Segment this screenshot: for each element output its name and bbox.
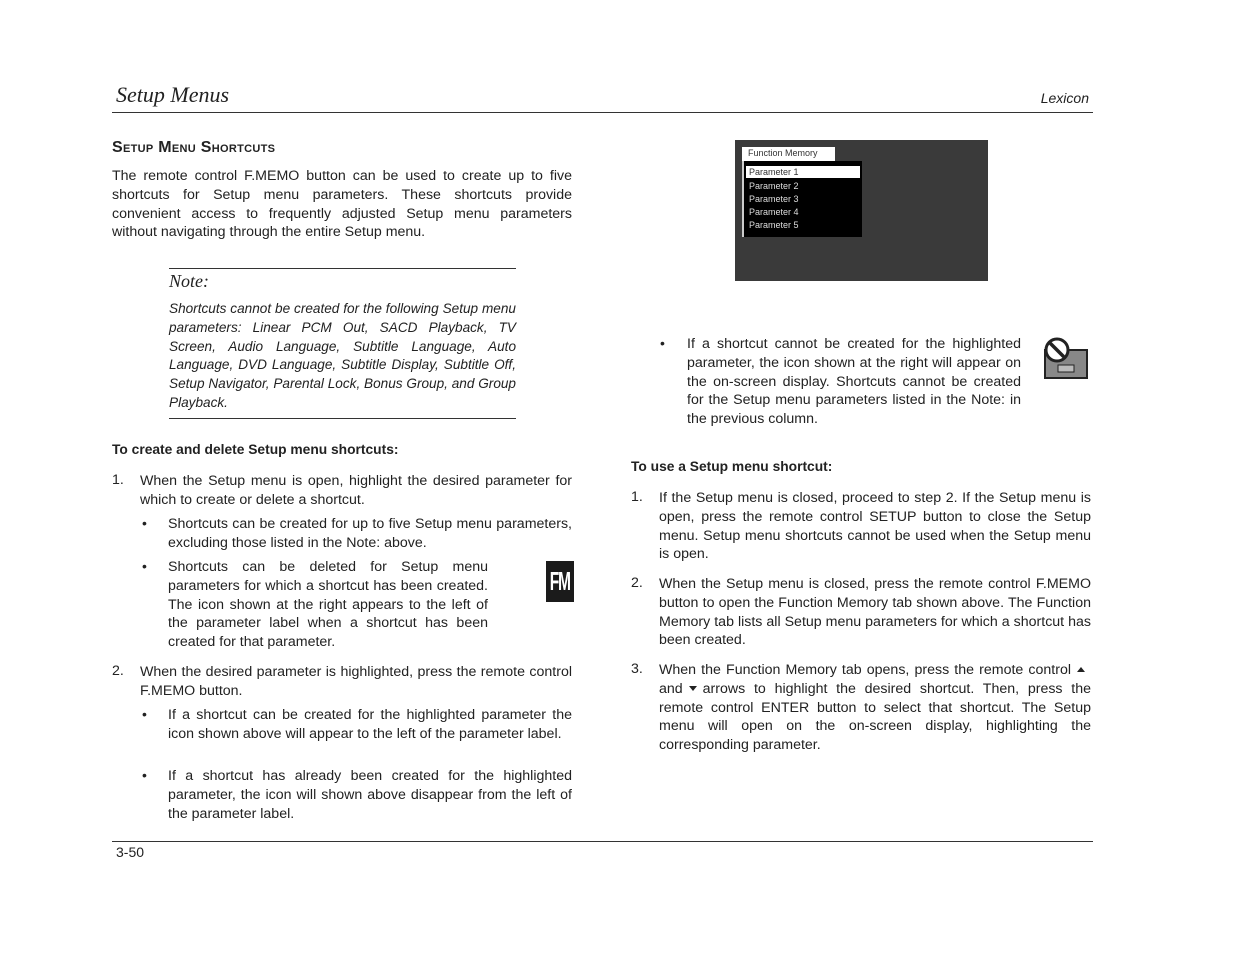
cannot-create-bullet: If a shortcut cannot be created for the highlighted parameter, the icon shown at the right will appear on the on-screen display. Shortcuts cannot be created for the Setup menu parameters listed in the Note: in the previous column. <box>687 336 1021 428</box>
page-number: 3-50 <box>116 844 145 860</box>
create-step-2: When the desired parameter is highlighted, press the remote control F.MEMO button. <box>140 664 572 699</box>
function-memory-icon <box>546 561 574 602</box>
list-item: Parameter 4 <box>749 207 799 217</box>
bullet-glyph: • <box>142 515 147 531</box>
up-arrow-icon <box>1077 667 1085 672</box>
page-header-title: Setup Menus <box>116 82 230 107</box>
down-arrow-icon <box>689 686 697 691</box>
step-number: 3. <box>631 661 643 677</box>
note-bottom-rule <box>169 418 516 419</box>
bullet-glyph: • <box>142 706 147 722</box>
header-rule <box>112 112 1093 113</box>
create-step-2-bullet-2: If a shortcut has already been created for the highlighted parameter, the icon will shown above disappear from the left of the parameter label. <box>168 768 572 822</box>
list-item: Parameter 5 <box>749 220 799 230</box>
list-item-selected: Parameter 1 <box>746 166 860 178</box>
intro-paragraph: The remote control F.MEMO button can be used to create up to five shortcuts for Setup menu parameters. These shortcuts provide convenient access to frequently adjusted Setup menu parameters without navigating through the entire Setup menu. <box>112 168 572 241</box>
section-title: Setup Menu Shortcuts <box>112 139 276 156</box>
function-memory-screen <box>735 140 988 281</box>
brand-name: Lexicon <box>1040 90 1089 106</box>
create-step-2-bullet-1: If a shortcut can be created for the highlighted parameter the icon shown above will appear to the left of the parameter label. <box>168 707 572 742</box>
create-step-1-bullet-1: Shortcuts can be created for up to five Setup menu parameters, excluding those listed in the Note: above. <box>168 516 572 551</box>
fm-icon-label: FM <box>549 566 571 596</box>
function-memory-list <box>742 161 862 237</box>
bullet-glyph: • <box>142 767 147 783</box>
use-step-2: When the Setup menu is closed, press the remote control F.MEMO button to open the Function Memory tab shown above. The Function Memory tab lists all Setup menu parameters for which a shortcut has been created. <box>659 576 1091 649</box>
use-step-3-part-1: When the Function Memory tab opens, press the remote control <box>659 662 1071 678</box>
function-memory-tab: Function Memory <box>742 147 835 161</box>
use-heading: To use a Setup menu shortcut: <box>631 459 833 474</box>
bullet-glyph: • <box>660 335 665 351</box>
use-step-3-part-2: arrows to highlight the desired shortcut. Then, press the remote control ENTER button to select that shortcut. The Setup menu will open on the on-screen display, highlighting the corresponding parameter. <box>659 680 1091 754</box>
note-top-rule <box>169 268 516 269</box>
step-number: 1. <box>112 472 124 488</box>
use-step-3 <box>659 661 1091 755</box>
bullet-glyph: • <box>142 558 147 574</box>
create-heading: To create and delete Setup menu shortcuts: <box>112 442 399 457</box>
no-shortcut-icon <box>1043 337 1089 381</box>
list-item: Parameter 2 <box>749 181 799 191</box>
create-step-1: When the Setup menu is open, highlight the desired parameter for which to create or delete a shortcut. <box>140 473 572 508</box>
note-body: Shortcuts cannot be created for the following Setup menu parameters: Linear PCM Out, SACD Playback, TV Screen, Audio Language, Subtitle Language, Auto Language, DVD Language, Subtitle Display, Subtitle Off, Setup Navigator, Parental Lock, Bonus Group, and Group Playback. <box>169 301 516 410</box>
use-step-1: If the Setup menu is closed, proceed to step 2. If the Setup menu is open, press the remote control SETUP button to close the Setup menu. Setup menu shortcuts cannot be used when the Setup menu is open. <box>659 490 1091 563</box>
list-item: Parameter 3 <box>749 194 799 204</box>
step-number: 2. <box>112 663 124 679</box>
use-step-3-and: and <box>659 680 683 697</box>
footer-rule <box>112 841 1093 842</box>
step-number: 2. <box>631 575 643 591</box>
note-title: Note: <box>169 271 209 291</box>
step-number: 1. <box>631 489 643 505</box>
create-step-1-bullet-2: Shortcuts can be deleted for Setup menu parameters for which a shortcut has been created. The icon shown at the right appears to the left of the parameter label when a shortcut has been created for that parameter. <box>168 559 488 651</box>
